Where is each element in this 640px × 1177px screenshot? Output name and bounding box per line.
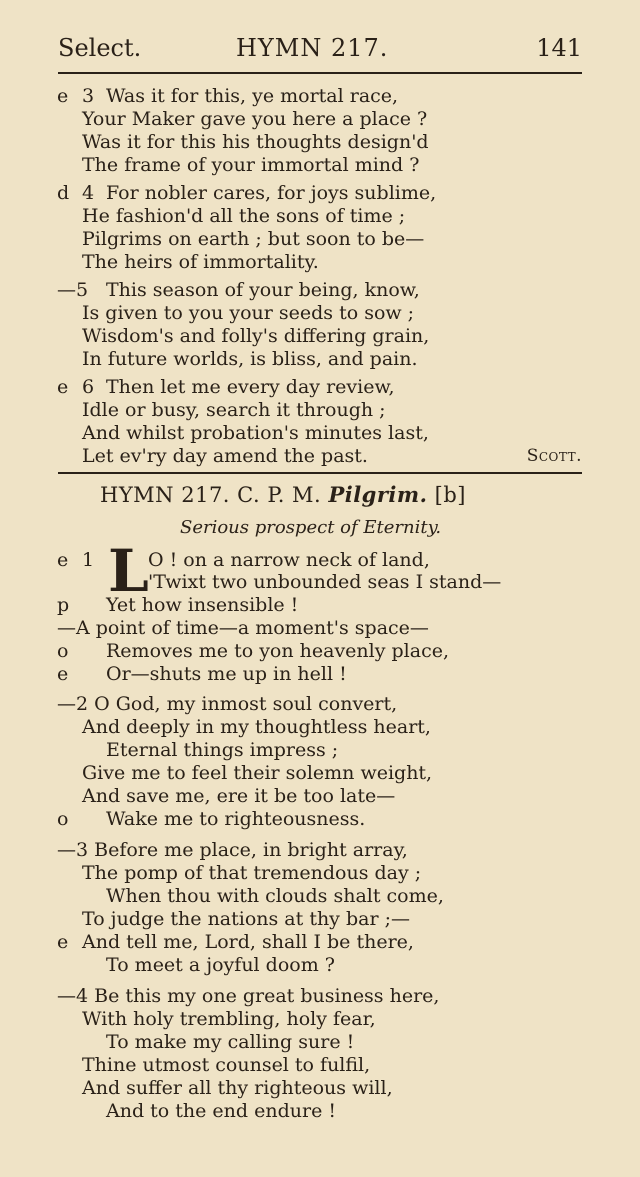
hymn-title-text: HYMN 217. C. P. M. — [100, 483, 322, 507]
verse-line: Was it for this, ye mortal race, — [106, 85, 399, 107]
verse-line: Eternal things impress ; — [106, 739, 339, 761]
verse-line: 'Twixt two unbounded seas I stand— — [148, 571, 502, 593]
verse-line: Let ev'ry day amend the past. — [82, 445, 368, 467]
stanza-number: 6 — [82, 376, 95, 398]
verse-line: This season of your being, know, — [106, 279, 420, 301]
verse-line: Wisdom's and folly's differing grain, — [82, 325, 430, 347]
verse-line: And suffer all thy righteous will, — [82, 1077, 393, 1099]
verse-line: In future worlds, is bliss, and pain. — [82, 348, 418, 370]
verse-line: —2 O God, my inmost soul convert, — [57, 693, 398, 715]
verse-line: When thou with clouds shalt come, — [106, 885, 444, 907]
dynamic-mark: o — [57, 640, 69, 662]
section-rule — [58, 472, 582, 474]
verse-line: The heirs of immortality. — [82, 251, 319, 273]
stanza-number: 1 — [82, 549, 95, 571]
verse-line: Your Maker gave you here a place ? — [82, 108, 428, 130]
header-rule — [58, 72, 582, 74]
verse-line: The pomp of that tremendous day ; — [82, 862, 422, 884]
verse-line: And to the end endure ! — [106, 1100, 336, 1122]
page-number: 141 — [536, 34, 582, 62]
verse-line: Wake me to righteousness. — [106, 808, 366, 830]
dynamic-mark: e — [57, 376, 69, 398]
verse-line: To meet a joyful doom ? — [106, 954, 335, 976]
verse-line: —4 Be this my one great business here, — [57, 985, 440, 1007]
header-section: Select. — [58, 34, 142, 62]
verse-line: Is given to you your seeds to sow ; — [82, 302, 415, 324]
verse-line: And tell me, Lord, shall I be there, — [82, 931, 414, 953]
tune-name: Pilgrim. — [328, 482, 428, 507]
verse-line: Yet how insensible ! — [106, 594, 299, 616]
verse-line: Give me to feel their solemn weight, — [82, 762, 433, 784]
verse-line: —A point of time—a moment's space— — [57, 617, 429, 639]
hymn-subtitle: Serious prospect of Eternity. — [180, 517, 442, 538]
dynamic-mark: e — [57, 663, 69, 685]
verse-line: To judge the nations at thy bar ;— — [82, 908, 410, 930]
dynamic-mark: e — [57, 549, 69, 571]
running-header — [58, 34, 582, 68]
verse-line: Or—shuts me up in hell ! — [106, 663, 347, 685]
drop-cap: L — [108, 537, 149, 605]
dynamic-mark: o — [57, 808, 69, 830]
verse-line: O ! on a narrow neck of land, — [148, 549, 430, 571]
verse-line: For nobler cares, for joys sublime, — [106, 182, 437, 204]
verse-line: Then let me every day review, — [106, 376, 395, 398]
stanza-number: —5 — [57, 279, 89, 301]
dynamic-mark: e — [57, 85, 69, 107]
dynamic-mark: e — [57, 931, 69, 953]
verse-line: And whilst probation's minutes last, — [82, 422, 429, 444]
author-attribution: Scott. — [526, 446, 582, 466]
verse-line: To make my calling sure ! — [106, 1031, 355, 1053]
hymn-title — [100, 482, 466, 507]
verse-line: Was it for this his thoughts design'd — [82, 131, 429, 153]
key-tag: [b] — [434, 483, 466, 507]
verse-line: Removes me to yon heavenly place, — [106, 640, 450, 662]
verse-line: He fashion'd all the sons of time ; — [82, 205, 406, 227]
dynamic-mark: p — [57, 594, 70, 616]
verse-line: Pilgrims on earth ; but soon to be— — [82, 228, 425, 250]
stanza-number: 4 — [82, 182, 95, 204]
header-hymn-number: HYMN 217. — [236, 34, 389, 62]
verse-line: Thine utmost counsel to fulfil, — [82, 1054, 371, 1076]
verse-line: The frame of your immortal mind ? — [82, 154, 420, 176]
stanza-number: 3 — [82, 85, 95, 107]
verse-line: And save me, ere it be too late— — [82, 785, 396, 807]
dynamic-mark: d — [57, 182, 70, 204]
verse-line: —3 Before me place, in bright array, — [57, 839, 408, 861]
verse-line: Idle or busy, search it through ; — [82, 399, 386, 421]
verse-line: With holy trembling, holy fear, — [82, 1008, 376, 1030]
verse-line: And deeply in my thoughtless heart, — [82, 716, 431, 738]
